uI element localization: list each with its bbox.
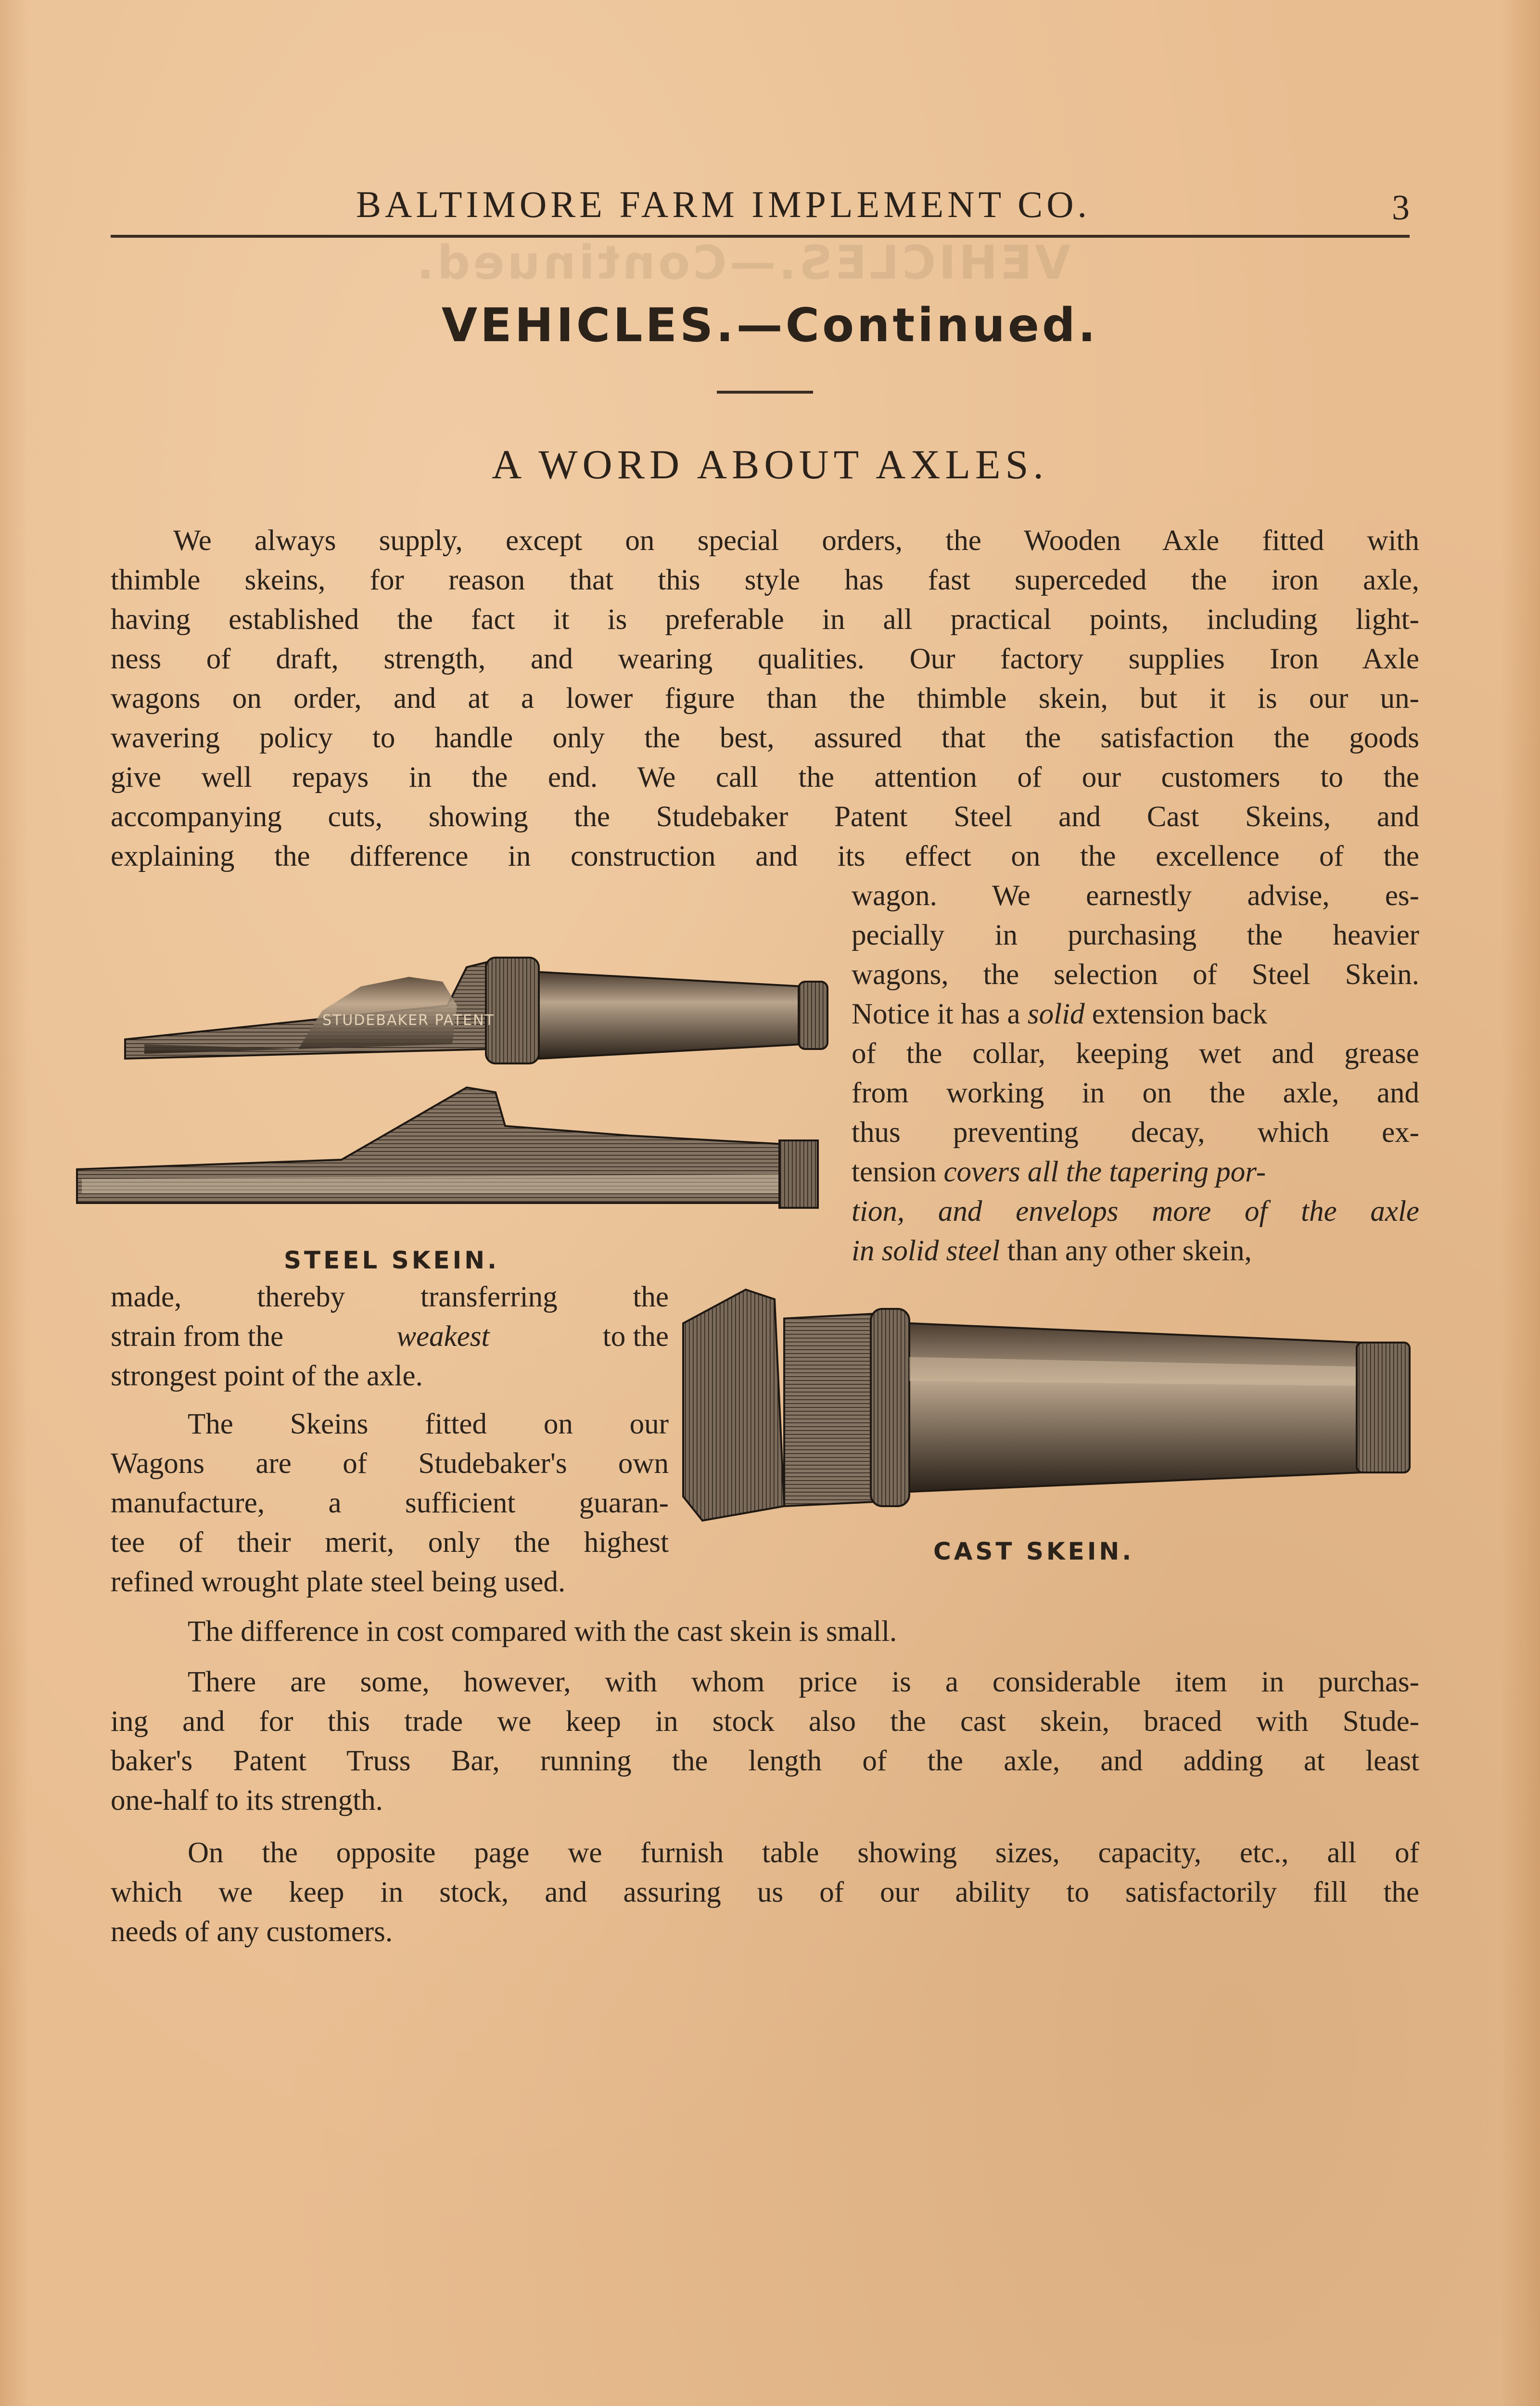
side-text-line: from working in on the axle, and bbox=[852, 1077, 1419, 1109]
paragraph-opposite-line: On the opposite page we furnish table showing sizes, capacity, etc., all of bbox=[188, 1837, 1419, 1869]
left-text-line: refined wrought plate steel being used. bbox=[111, 1566, 566, 1598]
heading-divider bbox=[717, 391, 813, 394]
running-header bbox=[111, 183, 1410, 241]
bleed-through-heading: VEHICLES.—Continued. bbox=[414, 236, 1071, 290]
left-text-line: strongest point of the axle. bbox=[111, 1360, 423, 1392]
paragraph-price-line: baker's Patent Truss Bar, running the length of the axle, and adding at least bbox=[111, 1745, 1419, 1777]
subheading: A WORD ABOUT AXLES. bbox=[492, 441, 1048, 487]
side-text-line: Notice it has a solid extension back bbox=[852, 998, 1267, 1030]
paragraph-cost: The difference in cost compared with the cast skein is small. bbox=[188, 1615, 897, 1648]
side-text-line: pecially in purchasing the heavier bbox=[852, 919, 1419, 951]
side-text-line: thus preventing decay, which ex- bbox=[852, 1116, 1419, 1149]
paragraph-1-line: wagons on order, and at a lower figure than the thimble skein, but it is our un- bbox=[111, 682, 1419, 715]
steel-skein-illustration bbox=[72, 885, 852, 1241]
header-rule bbox=[111, 235, 1410, 238]
paragraph-1-line: explaining the difference in construction and its effect on the excellence of the bbox=[111, 840, 1419, 872]
cast-skein-illustration bbox=[674, 1280, 1424, 1530]
left-text-line: tee of their merit, only the highest bbox=[111, 1526, 669, 1559]
steel-skein-drawing bbox=[72, 885, 852, 1241]
left-text-line: made, thereby transferring the bbox=[111, 1281, 669, 1313]
left-text-line: Wagons are of Studebaker's own bbox=[111, 1447, 669, 1480]
left-text-line: The Skeins fitted on our bbox=[188, 1408, 669, 1440]
paragraph-opposite-line: which we keep in stock, and assuring us of our ability to satisfactorily fill the bbox=[111, 1876, 1419, 1908]
left-text-line: manufacture, a sufficient guaran- bbox=[111, 1487, 669, 1519]
paragraph-price-line: ing and for this trade we keep in stock also the cast skein, braced with Stude- bbox=[111, 1705, 1419, 1738]
paragraph-1-line: accompanying cuts, showing the Studebaker Patent Steel and Cast Skeins, and bbox=[111, 801, 1419, 833]
side-text-line: of the collar, keeping wet and grease bbox=[852, 1037, 1419, 1070]
paragraph-1-line: having established the fact it is preferable in all practical points, including light- bbox=[111, 603, 1419, 636]
header-title: BALTIMORE FARM IMPLEMENT CO. bbox=[356, 183, 1091, 225]
left-text-line: strain from the weakest to the bbox=[111, 1320, 669, 1353]
side-text-line: tion, and envelops more of the axle bbox=[852, 1195, 1419, 1228]
page-number: 3 bbox=[1392, 188, 1410, 228]
side-text-line: in solid steel than any other skein, bbox=[852, 1235, 1252, 1267]
side-text-line: tension covers all the tapering por- bbox=[852, 1156, 1266, 1188]
paragraph-1-line: thimble skeins, for reason that this style has fast superceded the iron axle, bbox=[111, 564, 1419, 596]
paragraph-1-line: ness of draft, strength, and wearing qualities. Our factory supplies Iron Axle bbox=[111, 643, 1419, 675]
paragraph-price-line: one-half to its strength. bbox=[111, 1784, 383, 1817]
side-text-line: wagons, the selection of Steel Skein. bbox=[852, 959, 1419, 991]
cast-skein-drawing bbox=[674, 1280, 1424, 1530]
paragraph-price-line: There are some, however, with whom price is a considerable item in purchas- bbox=[188, 1666, 1419, 1698]
cast-skein-caption: CAST SKEIN. bbox=[933, 1537, 1134, 1565]
paragraph-1-line: wavering policy to handle only the best, assured that the satisfaction the goods bbox=[111, 722, 1419, 754]
section-heading: VEHICLES.—Continued. bbox=[441, 298, 1099, 352]
paragraph-1-line: give well repays in the end. We call the attention of our customers to the bbox=[111, 761, 1419, 793]
paragraph-1-line: We always supply, except on special orders, the Wooden Axle fitted with bbox=[173, 525, 1419, 557]
paragraph-opposite-line: needs of any customers. bbox=[111, 1916, 393, 1948]
patent-stamp: STUDEBAKER PATENT bbox=[322, 1012, 495, 1029]
steel-skein-caption: STEEL SKEIN. bbox=[284, 1246, 500, 1274]
side-text-line: wagon. We earnestly advise, es- bbox=[852, 880, 1419, 912]
